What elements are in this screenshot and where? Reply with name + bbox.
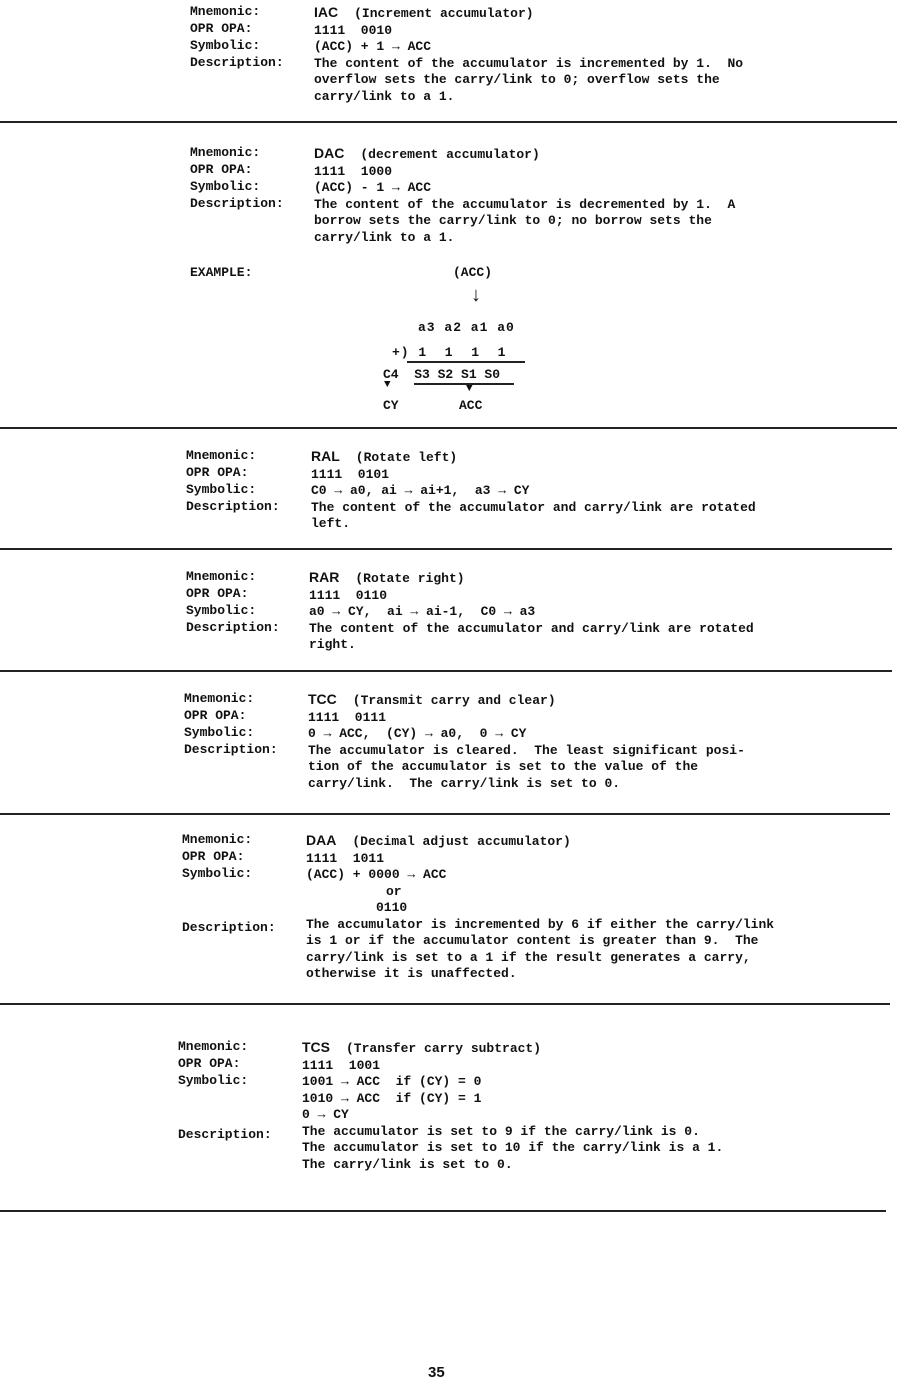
tcc-desc-2: tion of the accumulator is set to the value of the bbox=[308, 759, 699, 774]
down-arrow-icon: ↓ bbox=[470, 285, 483, 308]
daa-desc-3: carry/link is set to a 1 if the result generates a carry, bbox=[306, 949, 751, 965]
rar-name: (Rotate right) bbox=[355, 571, 465, 586]
iac-name: (Increment accumulator) bbox=[354, 6, 534, 21]
tcs-desc-3: The carry/link is set to 0. bbox=[302, 1156, 513, 1172]
symbolic-label: Symbolic: bbox=[186, 603, 257, 618]
symbolic-label: Symbolic: bbox=[182, 866, 253, 881]
iac-code: 1111 0010 bbox=[314, 22, 393, 38]
tcc-code: 1111 0111 bbox=[308, 709, 387, 725]
tcs-desc-2: The accumulator is set to 10 if the carry/link is a 1. bbox=[302, 1140, 724, 1155]
symbolic-label: Symbolic: bbox=[190, 179, 261, 194]
example-acc: (ACC) bbox=[453, 265, 493, 280]
iac-desc-2: overflow sets the carry/link to 0; overflow sets the bbox=[314, 72, 720, 87]
description-label: Description: bbox=[190, 55, 284, 70]
rar-symbolic: a0 → CY, ai → ai-1, C0 → a3 bbox=[309, 604, 536, 619]
tcc-desc-3: carry/link. The carry/link is set to 0. bbox=[308, 775, 621, 791]
dac-name: (decrement accumulator) bbox=[360, 147, 540, 162]
mnemonic-label: Mnemonic: bbox=[182, 832, 253, 847]
divider bbox=[0, 548, 892, 550]
dac-mnemonic: DAC bbox=[314, 145, 345, 161]
mnemonic-label: Mnemonic: bbox=[178, 1039, 249, 1054]
symbolic-label: Symbolic: bbox=[178, 1073, 249, 1088]
page-number: 35 bbox=[428, 1364, 445, 1381]
rar-mnemonic: RAR bbox=[309, 569, 340, 585]
iac-symbolic: (ACC) + 1 → ACC bbox=[314, 39, 432, 54]
iac-desc-1: The content of the accumulator is incremented by 1. No bbox=[314, 55, 744, 71]
divider bbox=[0, 670, 892, 672]
description-label: Description: bbox=[190, 196, 284, 211]
ral-desc-1: The content of the accumulator and carry/link are rotated bbox=[311, 499, 756, 515]
tcs-code: 1111 1001 bbox=[302, 1057, 381, 1073]
tcc-desc-1: The accumulator is cleared. The least significant posi- bbox=[308, 742, 745, 758]
symbolic-label: Symbolic: bbox=[184, 725, 255, 740]
tcs-mnemonic: TCS bbox=[302, 1039, 330, 1055]
daa-mnemonic: DAA bbox=[306, 832, 337, 848]
description-label: Description: bbox=[182, 920, 276, 935]
opr-label: OPR OPA: bbox=[190, 21, 253, 36]
tcs-symbolic-1: 1001 → ACC if (CY) = 0 bbox=[302, 1074, 482, 1089]
dac-symbolic: (ACC) - 1 → ACC bbox=[314, 180, 432, 195]
example-acc-label: ACC bbox=[459, 398, 483, 413]
example-cy: CY bbox=[383, 398, 399, 413]
daa-name: (Decimal adjust accumulator) bbox=[352, 834, 571, 849]
tcc-mnemonic: TCC bbox=[308, 691, 337, 707]
daa-symbolic-alt: 0110 bbox=[376, 900, 408, 915]
opr-label: OPR OPA: bbox=[186, 465, 249, 480]
sum-rule bbox=[407, 361, 525, 363]
description-label: Description: bbox=[178, 1127, 272, 1142]
description-label: Description: bbox=[186, 499, 280, 514]
daa-desc-1: The accumulator is incremented by 6 if either the carry/link bbox=[306, 916, 775, 932]
ral-mnemonic: RAL bbox=[311, 448, 340, 464]
daa-desc-2: is 1 or if the accumulator content is greater than 9. The bbox=[306, 933, 759, 948]
daa-symbolic-or: or bbox=[386, 883, 402, 899]
opr-label: OPR OPA: bbox=[182, 849, 245, 864]
dac-code: 1111 1000 bbox=[314, 163, 393, 179]
ral-name: (Rotate left) bbox=[355, 450, 458, 465]
down-arrow-icon: ▼ bbox=[384, 379, 391, 391]
description-label: Description: bbox=[184, 742, 278, 757]
mnemonic-label: Mnemonic: bbox=[184, 691, 255, 706]
tcs-desc-1: The accumulator is set to 9 if the carry/link is 0. bbox=[302, 1123, 700, 1139]
opr-label: OPR OPA: bbox=[184, 708, 247, 723]
dac-desc-3: carry/link to a 1. bbox=[314, 229, 455, 245]
daa-symbolic: (ACC) + 0000 → ACC bbox=[306, 867, 447, 882]
daa-desc-4: otherwise it is unaffected. bbox=[306, 966, 517, 981]
iac-desc-3: carry/link to a 1. bbox=[314, 88, 455, 104]
rar-desc-1: The content of the accumulator and carry/link are rotated bbox=[309, 620, 754, 636]
divider bbox=[0, 427, 897, 429]
opr-label: OPR OPA: bbox=[190, 162, 253, 177]
opr-label: OPR OPA: bbox=[178, 1056, 241, 1071]
example-label: EXAMPLE: bbox=[190, 265, 253, 280]
divider bbox=[0, 121, 897, 123]
tcc-name: (Transmit carry and clear) bbox=[352, 693, 556, 708]
ral-symbolic: C0 → a0, ai → ai+1, a3 → CY bbox=[311, 483, 530, 498]
mnemonic-label: Mnemonic: bbox=[186, 448, 257, 463]
tcs-symbolic-3: 0 → CY bbox=[302, 1107, 349, 1122]
example-row-1: a3 a2 a1 a0 bbox=[418, 320, 515, 335]
dac-desc-1: The content of the accumulator is decremented by 1. A bbox=[314, 196, 736, 212]
tcc-symbolic: 0 → ACC, (CY) → a0, 0 → CY bbox=[308, 726, 527, 741]
divider bbox=[0, 1210, 886, 1212]
mnemonic-label: Mnemonic: bbox=[190, 4, 261, 19]
example-row-2: +) 1 1 1 1 bbox=[392, 345, 507, 360]
down-arrow-icon: ▼ bbox=[466, 383, 473, 395]
ral-desc-2: left. bbox=[311, 516, 351, 531]
tcs-name: (Transfer carry subtract) bbox=[346, 1041, 542, 1056]
daa-code: 1111 1011 bbox=[306, 850, 385, 866]
symbolic-label: Symbolic: bbox=[186, 482, 257, 497]
ral-code: 1111 0101 bbox=[311, 466, 390, 482]
tcs-symbolic-2: 1010 → ACC if (CY) = 1 bbox=[302, 1090, 482, 1106]
bracket-line bbox=[414, 383, 514, 385]
divider bbox=[0, 1003, 890, 1005]
iac-mnemonic: IAC bbox=[314, 4, 339, 20]
opr-label: OPR OPA: bbox=[186, 586, 249, 601]
divider bbox=[0, 813, 890, 815]
example-row-3: C4 S3 S2 S1 S0 bbox=[383, 367, 501, 382]
description-label: Description: bbox=[186, 620, 280, 635]
rar-code: 1111 0110 bbox=[309, 587, 388, 603]
symbolic-label: Symbolic: bbox=[190, 38, 261, 53]
dac-desc-2: borrow sets the carry/link to 0; no borrow sets the bbox=[314, 213, 712, 228]
mnemonic-label: Mnemonic: bbox=[190, 145, 261, 160]
rar-desc-2: right. bbox=[309, 637, 356, 652]
mnemonic-label: Mnemonic: bbox=[186, 569, 257, 584]
